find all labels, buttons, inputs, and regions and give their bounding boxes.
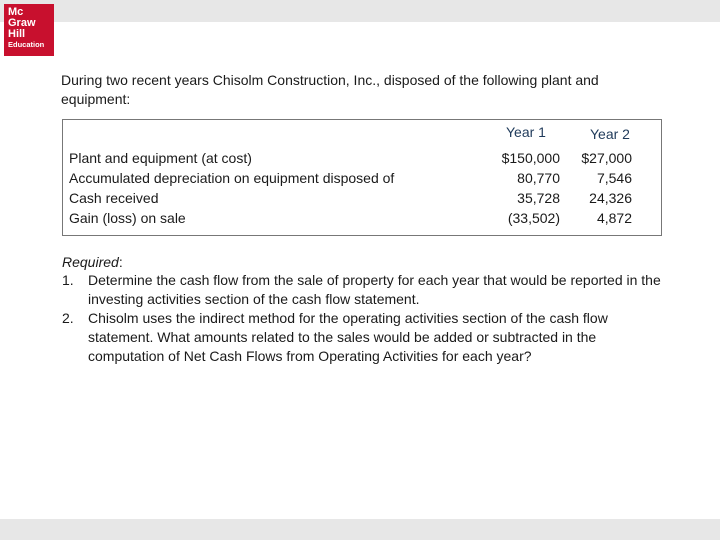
top-band <box>0 0 720 22</box>
row-label-plant-cost: Plant and equipment (at cost) <box>69 150 252 166</box>
required-list <box>62 271 662 366</box>
disposal-table <box>62 119 662 236</box>
value-year2-plant-cost: $27,000 <box>581 150 632 166</box>
header-year-1: Year 1 <box>506 124 546 140</box>
bottom-band <box>0 519 720 540</box>
list-item-text: Chisolm uses the indirect method for the operating activities section of the cash flow statement. What amounts related to the sales would be added or subtracted in the computation of Net Cash Flows from Operating Activities for each year? <box>88 310 608 364</box>
value-year1-accumulated-depreciation: 80,770 <box>517 170 560 186</box>
value-year2-gain-loss: 4,872 <box>596 210 632 226</box>
logo-line-3: Hill <box>8 28 26 40</box>
required-colon: : <box>118 254 123 270</box>
list-item-number: 2. <box>62 310 74 326</box>
value-year2-accumulated-depreciation: 7,546 <box>596 170 632 186</box>
header-year-2: Year 2 <box>590 126 630 142</box>
logo-line-1: Mc <box>8 6 24 18</box>
required-label: Required <box>62 254 119 270</box>
list-item <box>62 309 662 366</box>
value-year1-plant-cost: $150,000 <box>501 150 560 166</box>
logo-line-4: Education <box>8 40 45 49</box>
row-label-gain-loss: Gain (loss) on sale <box>69 210 186 226</box>
value-year1-gain-loss: (33,502) <box>507 210 560 226</box>
list-item-text: Determine the cash flow from the sale of property for each year that would be reported in the investing activities section of the cash flow statement. <box>88 272 661 307</box>
row-label-cash-received: Cash received <box>69 190 159 206</box>
intro-paragraph: During two recent years Chisolm Construction, Inc., disposed of the following plant and equipment: <box>61 72 599 107</box>
list-item <box>62 271 662 309</box>
value-year2-cash-received: 24,326 <box>589 190 632 206</box>
logo-line-2: Graw <box>8 17 36 29</box>
required-heading <box>62 253 123 272</box>
row-label-accumulated-depreciation: Accumulated depreciation on equipment disposed of <box>69 170 395 186</box>
mcgraw-hill-logo <box>4 4 54 56</box>
value-year1-cash-received: 35,728 <box>517 190 560 206</box>
list-item-number: 1. <box>62 272 74 288</box>
